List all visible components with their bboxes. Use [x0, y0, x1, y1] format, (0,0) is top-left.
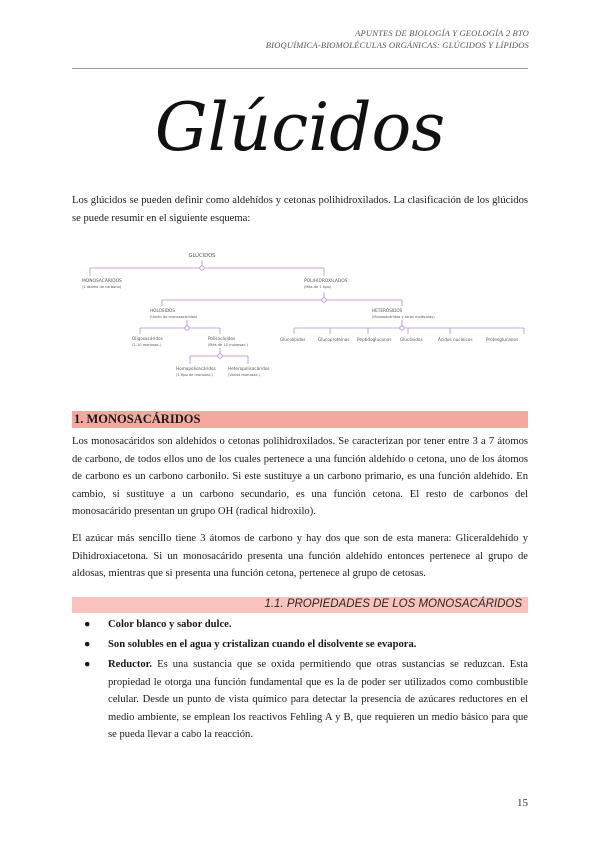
diagram-oligosacaridos-sub: (2-10 monosac.) — [132, 343, 162, 347]
header-divider — [72, 68, 528, 69]
diagram-homopolisacaridos-sub: (1 tipo de monosac.) — [176, 373, 214, 377]
diagram-mono: MONOSACÁRIDOS — [82, 279, 122, 284]
diagram-heterosidos-sub: (Monosacáridos y otras moléculas) — [372, 315, 435, 319]
diagram-heteropolisacaridos: Heteropolisacáridos — [228, 366, 270, 371]
diagram-acidos-nucleicos: Ácidos nucleicos — [438, 337, 473, 342]
diagram-polisacaridos-sub: (Más de 10 monosac.) — [208, 343, 248, 347]
subsection-1-1-title: 1.1. PROPIEDADES DE LOS MONOSACÁRIDOS — [264, 598, 522, 610]
diagram-root: GLÚCIDOS — [188, 253, 216, 259]
diagram-mono-sub: (1 átomo de carbono) — [82, 285, 122, 289]
diagram-glucolipidos: Glucolípidos — [280, 337, 306, 342]
property-reductor-text: Es una sustancia que se oxida permitiendo que otras sustancias se reduzcan. Esta propiedad le otorga una función fundamental que es la de poder ser utilizados como combustible celular. Desde un punto de vista químico para detectar la presencia de azúcares reductores en el medio ambiente, se emplean los reactivos Fehling A y B, que requieren un medio básico para que se pueda llevar a cabo la reacción. — [108, 659, 528, 741]
property-reductor — [108, 656, 528, 744]
bullet-icon: ● — [84, 619, 91, 630]
diagram-homopolisacaridos: Homopolisacáridos — [176, 366, 216, 371]
diagram-glucosidos: Glucósidos — [400, 337, 423, 342]
diagram-poli: POLIHIDROXILADOS — [304, 279, 348, 284]
property-color-sabor: Color blanco y sabor dulce. — [108, 619, 232, 630]
diagram-oligosacaridos: Oligosacáridos — [132, 336, 163, 341]
subsection-1-1-heading-bar — [72, 597, 528, 613]
diagram-peptidoglucanos: Peptidoglucanos — [357, 337, 392, 342]
section-1-title: 1. MONOSACÁRIDOS — [74, 412, 201, 426]
diagram-poli-sub: (Más de 1 tipo) — [304, 285, 332, 289]
classification-diagram — [72, 236, 528, 386]
intro-paragraph: Los glúcidos se pueden definir como aldehídos y cetonas polihidroxilados. La clasificación de los glúcidos se puede resumir en el siguiente esquema: — [72, 195, 528, 224]
diagram-holosidos: HOLÓSIDOS — [150, 308, 175, 313]
section-1-paragraph-2: El azúcar más sencillo tiene 3 átomos de carbono y hay dos que son de esta manera: Gliceraldehído y Dihidroxiacetona. Si un monosacárido presenta una función aldehído entonces pertenece al grupo de aldosas, mientras que si presenta una función cetona, pertenece al grupo de cetosas. — [72, 533, 528, 580]
header-line-2: BIOQUÍMICA-BIOMOLÉCULAS ORGÁNICAS: GLÚCIDOS Y LÍPIDOS — [265, 40, 529, 50]
bullet-icon: ● — [84, 659, 91, 670]
page-title: Glúcidos — [154, 89, 446, 166]
diagram-heteropolisacaridos-sub: (Varios monosac.) — [228, 373, 261, 377]
section-1-heading-bar — [72, 411, 528, 428]
property-reductor-label: Reductor. — [108, 659, 153, 670]
diagram-holosidos-sub: (Unión de monosacáridos) — [150, 315, 198, 319]
bullet-icon: ● — [84, 639, 91, 650]
property-list-item — [84, 656, 528, 744]
page-number: 15 — [517, 797, 528, 809]
diagram-polisacaridos: Polisacáridos — [208, 336, 236, 341]
property-list-item — [84, 616, 528, 634]
page-header — [266, 27, 529, 51]
property-solubles: Son solubles en el agua y cristalizan cuando el disolvente se evapora. — [108, 639, 417, 650]
diagram-proteoglucanos: Proteoglucanos — [486, 337, 519, 342]
page-title-graphic — [154, 78, 446, 178]
header-line-1: APUNTES DE BIOLOGÍA Y GEOLOGÍA 2 BTO — [355, 28, 529, 38]
diagram-glucoproteinas: Glucoproteínas — [318, 337, 350, 342]
section-1-paragraph-1: Los monosacáridos son aldehídos o cetonas polihidroxilados. Se caracterizan por tener entre 3 a 7 átomos de carbono, de todos ellos uno de los cuales pertenece a una función aldehído o cetona, uno de los átomos de carbono es un carbono carbonilo. Si este sustituye a un carbono primario, es una función aldehído. En cambio, si sustituye a un carbono secundario, es una función cetona. El resto de carbonos del monosacárido presentan un grupo OH (radical hidroxilo). — [72, 436, 528, 518]
diagram-heterosidos: HETERÓSIDOS — [372, 308, 403, 313]
property-list-item — [84, 636, 528, 654]
